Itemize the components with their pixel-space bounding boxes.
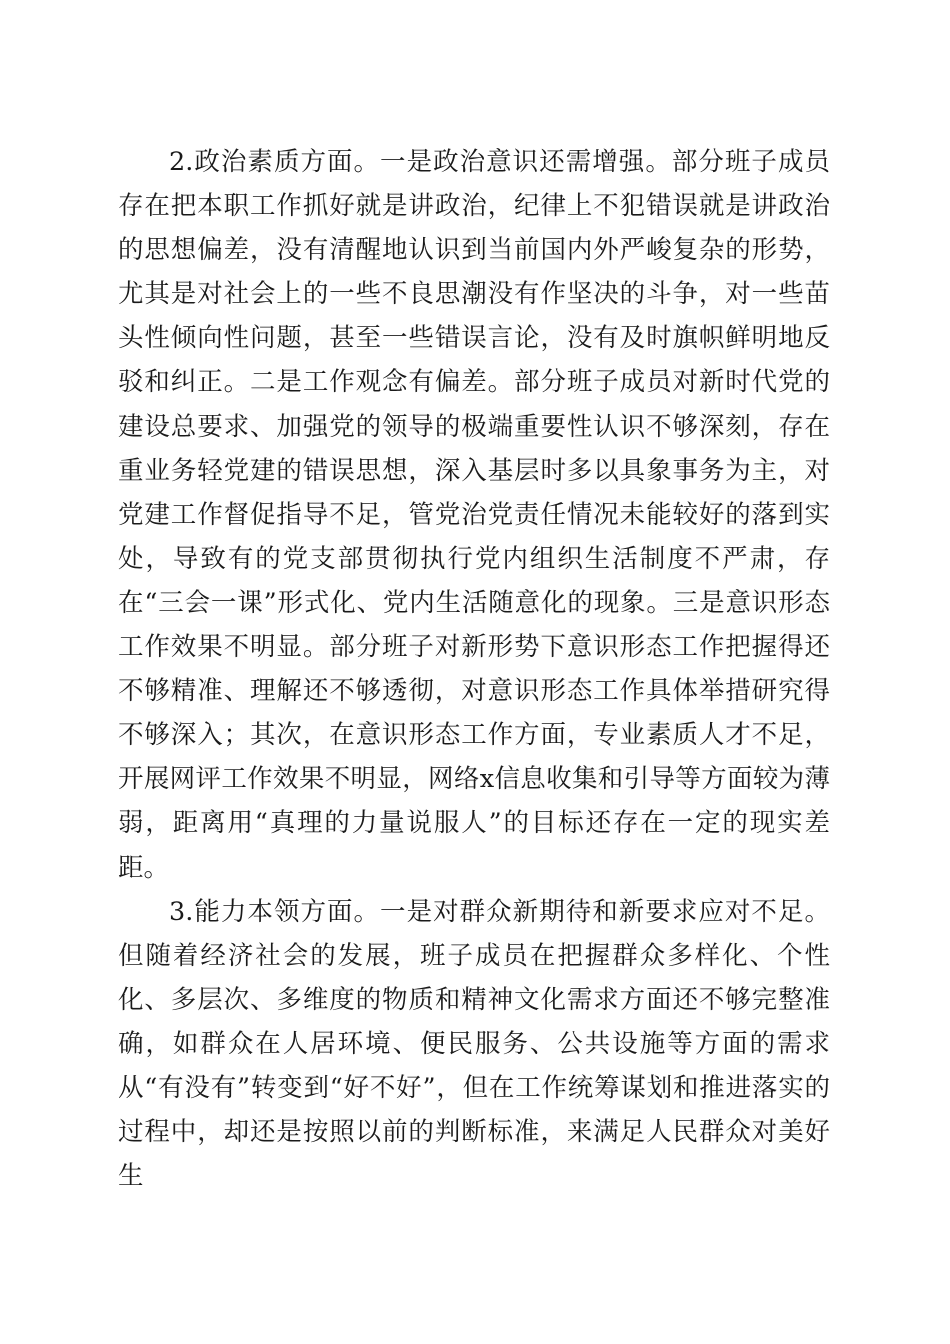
paragraph-political-quality: 2.政治素质方面。一是政治意识还需增强。部分班子成员存在把本职工作抓好就是讲政治，纪律上不犯错误就是讲政治的思想偏差，没有清醒地认识到当前国内外严峻复杂的形势，尤其是对社会上的一些不良思潮没有作坚决的斗争，对一些苗头性倾向性问题，甚至一些错误言论，没有及时旗帜鲜明地反驳和纠正。二是工作观念有偏差。部分班子成员对新时代党的建设总要求、加强党的领导的极端重要性认识不够深刻，存在重业务轻党建的错误思想，深入基层时多以具象事务为主，对党建工作督促指导不足，管党治党责任情况未能较好的落到实处，导致有的党支部贯彻执行党内组织生活制度不严肃，存在“三会一课”形式化、党内生活随意化的现象。三是意识形态工作效果不明显。部分班子对新形势下意识形态工作把握得还不够精准、理解还不够透彻，对意识形态工作具体举措研究得不够深入；其次，在意识形态工作方面，专业素质人才不足，开展网评工作效果不明显，网络x信息收集和引导等方面较为薄弱，距离用“真理的力量说服人”的目标还存在一定的现实差距。 xyxy=(118,147,830,883)
paragraph-ability: 3.能力本领方面。一是对群众新期待和新要求应对不足。但随着经济社会的发展，班子成员在把握群众多样化、个性化、多层次、多维度的物质和精神文化需求方面还不够完整准确，如群众在人居环境、便民服务、公共设施等方面的需求从“有没有”转变到“好不好”，但在工作统筹谋划和推进落实的过程中，却还是按照以前的判断标准，来满足人民群众对美好生 xyxy=(118,896,830,1192)
document-body xyxy=(118,140,830,1198)
